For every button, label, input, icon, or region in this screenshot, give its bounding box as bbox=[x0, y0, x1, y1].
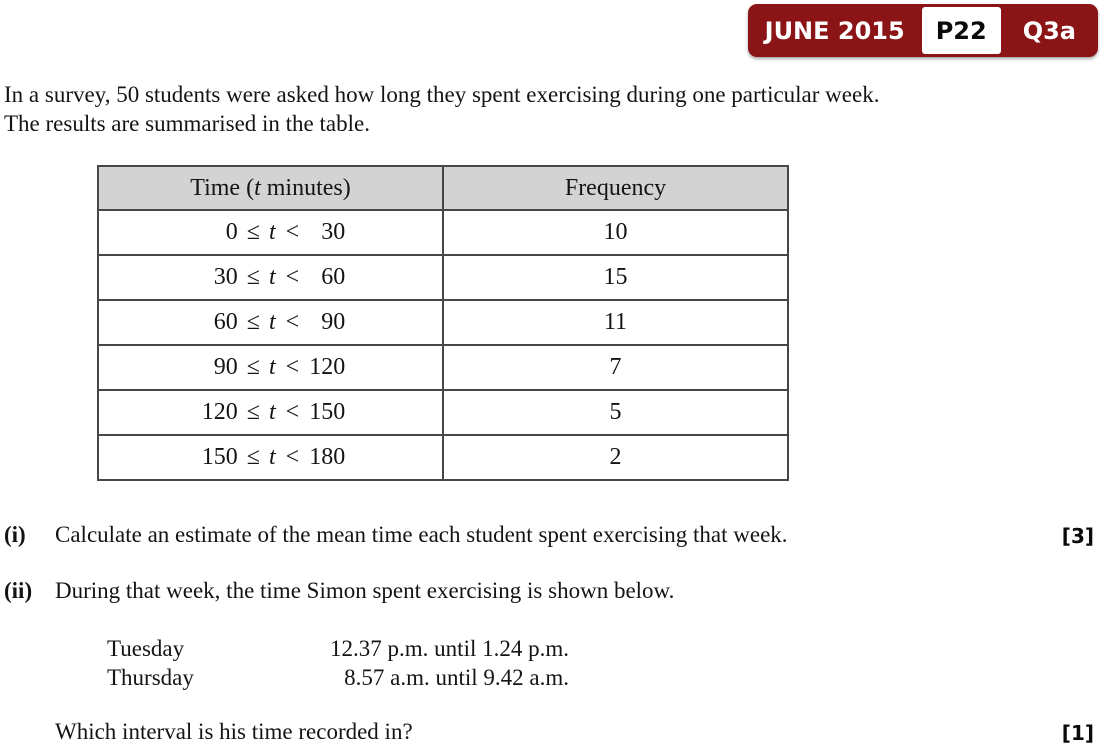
intro-paragraph bbox=[4, 80, 879, 138]
schedule-row bbox=[107, 663, 569, 692]
frequency-table bbox=[97, 165, 789, 481]
badge-paper-label: P22 bbox=[922, 7, 1001, 54]
badge-question-label: Q3a bbox=[1022, 16, 1076, 45]
time-interval-cell: 60 ≤ t < 90 bbox=[98, 300, 443, 345]
table-header-row bbox=[98, 166, 788, 210]
part-i-marks: [3] bbox=[1061, 524, 1094, 548]
table-row bbox=[98, 300, 788, 345]
time-interval-cell: 0 ≤ t < 30 bbox=[98, 210, 443, 255]
time-variable: t bbox=[268, 444, 276, 470]
frequency-cell: 10 bbox=[443, 210, 788, 255]
lt-symbol: < bbox=[285, 354, 300, 380]
exercise-schedule bbox=[107, 634, 569, 692]
question-part-ii bbox=[4, 578, 1094, 604]
table-row bbox=[98, 255, 788, 300]
lt-symbol: < bbox=[285, 399, 300, 425]
frequency-cell: 11 bbox=[443, 300, 788, 345]
column-header-time: Time (t minutes) bbox=[98, 166, 443, 210]
time-interval-cell: 150 ≤ t < 180 bbox=[98, 435, 443, 480]
time-interval-cell: 30 ≤ t < 60 bbox=[98, 255, 443, 300]
leq-symbol: ≤ bbox=[246, 354, 260, 380]
leq-symbol: ≤ bbox=[246, 264, 260, 290]
leq-symbol: ≤ bbox=[246, 219, 260, 245]
leq-symbol: ≤ bbox=[246, 309, 260, 335]
column-header-frequency: Frequency bbox=[443, 166, 788, 210]
final-question-line bbox=[55, 719, 1094, 745]
frequency-cell: 15 bbox=[443, 255, 788, 300]
schedule-day: Tuesday bbox=[107, 636, 185, 661]
badge-session-label: JUNE 2015 bbox=[764, 16, 905, 45]
intro-line-1: In a survey, 50 students were asked how long they spent exercising during one particular week. bbox=[4, 82, 880, 107]
table-row bbox=[98, 345, 788, 390]
part-ii-text: During that week, the time Simon spent exercising is shown below. bbox=[55, 578, 675, 603]
final-question-text: Which interval is his time recorded in? bbox=[55, 719, 413, 744]
part-ii-label: (ii) bbox=[4, 578, 33, 603]
time-variable: t bbox=[268, 219, 276, 245]
question-part-i bbox=[4, 522, 1094, 548]
lt-symbol: < bbox=[285, 219, 300, 245]
intro-line-2: The results are summarised in the table. bbox=[4, 111, 370, 136]
part-i-label: (i) bbox=[4, 522, 26, 547]
schedule-time: 8.57 a.m. until 9.42 a.m. bbox=[344, 665, 569, 690]
time-variable: t bbox=[254, 174, 261, 201]
schedule-day: Thursday bbox=[107, 665, 194, 690]
lt-symbol: < bbox=[285, 444, 300, 470]
lt-symbol: < bbox=[285, 309, 300, 335]
leq-symbol: ≤ bbox=[246, 444, 260, 470]
time-variable: t bbox=[268, 264, 276, 290]
part-ii-marks: [1] bbox=[1061, 721, 1094, 745]
lt-symbol: < bbox=[285, 264, 300, 290]
time-variable: t bbox=[268, 309, 276, 335]
schedule-row bbox=[107, 634, 569, 663]
frequency-cell: 5 bbox=[443, 390, 788, 435]
table-row bbox=[98, 210, 788, 255]
table-row bbox=[98, 435, 788, 480]
part-i-text: Calculate an estimate of the mean time each student spent exercising that week. bbox=[55, 522, 788, 547]
time-interval-cell: 90 ≤ t < 120 bbox=[98, 345, 443, 390]
time-variable: t bbox=[268, 399, 276, 425]
leq-symbol: ≤ bbox=[246, 399, 260, 425]
frequency-cell: 7 bbox=[443, 345, 788, 390]
table-row bbox=[98, 390, 788, 435]
question-reference-badge bbox=[748, 4, 1098, 57]
time-interval-cell: 120 ≤ t < 150 bbox=[98, 390, 443, 435]
frequency-cell: 2 bbox=[443, 435, 788, 480]
time-variable: t bbox=[268, 354, 276, 380]
schedule-time: 12.37 p.m. until 1.24 p.m. bbox=[330, 636, 569, 661]
